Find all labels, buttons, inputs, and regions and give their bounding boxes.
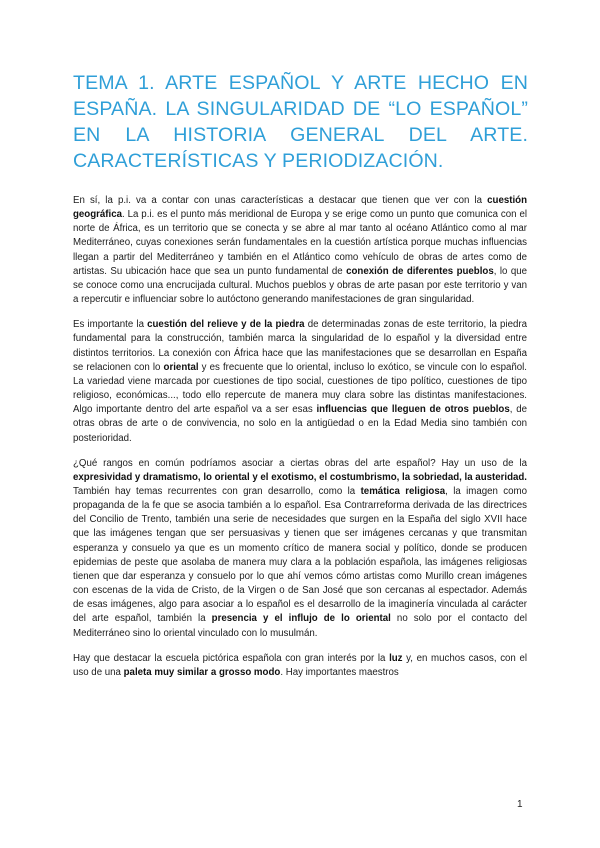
text-run: . La p.i. es el punto más meridional de Europa y se erige como un punto que comunica con el norte de África, es un territorio que se conecta y se abre al mar tanto al océano Atlántico como al mar Mediterráneo, cuyas conexiones serán fundamentales en la cuestión artística porque muchas influencias llegan a partir del Mediterráneo y también en el Atlántico como vehículo de obras de artes como de artistas. Su ubicación hace que sea un punto fundamental de — [73, 209, 527, 277]
text-run: no solo por el contacto del Mediterráneo sino lo oriental vinculado con lo musulmán. — [73, 613, 527, 639]
text-run: Hay que destacar la escuela pictórica española con gran interés por la — [73, 652, 390, 664]
text-run: Es importante la — [73, 319, 148, 331]
bold-text: cuestión del relieve y de la piedra — [147, 319, 305, 331]
bold-text: influencias que lleguen de otros pueblos — [316, 404, 510, 416]
bold-text: presencia y el influjo de lo oriental — [211, 613, 391, 625]
bold-text: luz — [389, 652, 403, 664]
text-run: , la imagen como propaganda de la fe que se asocia también a lo español. Esa Contrarreforma derivada de las directrices del Concilio de Trento, también una serie de necesidades que surgen en la España del siglo XVII hace que las imágenes tengan que ser persuasivas y tienen que ser imágenes cercanas y que transmitan esperanza y consuelo ya que es un momento crítico de manera social y político, donde se producen epidemias de peste que asolaba de manera muy clara a la población española, las imágenes religiosas tienen que dar esperanza y consuelo por lo que ahí vemos cómo artistas como Murillo crean imágenes con escenas de la vida de Cristo, de la Virgen o de San José que son cercanas al espectador. Además de esas imágenes, algo para asociar a lo español es el desarrollo de la imaginería vinculada al carácter del arte español, también la — [73, 485, 527, 625]
bold-text: paleta muy similar a grosso modo — [123, 666, 281, 678]
text-run: y, en muchos casos, con el uso de una — [73, 652, 527, 678]
document-body — [73, 194, 527, 691]
text-run: ¿Qué rangos en común podríamos asociar a ciertas obras del arte español? Hay un uso de la — [73, 457, 527, 469]
page-number: 1 — [517, 799, 523, 810]
bold-text: conexión de diferentes pueblos — [346, 265, 494, 277]
bold-text: expresividad y dramatismo, lo oriental y el exotismo, el costumbrismo, la sobriedad, la austeridad. — [73, 471, 527, 483]
paragraph — [73, 457, 527, 641]
text-run: También hay temas recurrentes con gran desarrollo, como la — [73, 485, 361, 497]
document-title: TEMA 1. ARTE ESPAÑOL Y ARTE HECHO EN ESPAÑA. LA SINGULARIDAD DE “LO ESPAÑOL” EN LA HISTORIA GENERAL DEL ARTE. CARACTERÍSTICAS Y PERIODIZACIÓN. — [73, 72, 528, 172]
text-run: En sí, la p.i. va a contar con unas características a destacar que tienen que ver con la — [73, 195, 488, 206]
paragraph — [73, 318, 527, 445]
text-run: . Hay importantes maestros — [280, 666, 399, 678]
bold-text: oriental — [163, 361, 199, 373]
paragraph — [73, 194, 527, 307]
bold-text: temática religiosa — [360, 485, 446, 497]
text-run: , de otras obras de arte o de convivencia, no solo en la antigüedad o en la Edad Media sino también con posterioridad. — [73, 404, 527, 444]
text-run: de determinadas zonas de este territorio, la piedra fundamental para la construcción, también marca la singularidad de lo español y la diversidad entre distintos territorios. La conexión con África hace que las manifestaciones que se desarrollan en España se relacionen con lo — [73, 319, 527, 373]
paragraph — [73, 652, 527, 680]
text-run: , lo que se conoce como una encrucijada cultural. Muchos pueblos y obras de arte pasan por este territorio y van a repercutir e influenciar sobre lo autóctono generando manifestaciones de gran singularidad. — [73, 265, 528, 306]
bold-text: cuestión geográfica — [73, 195, 527, 221]
text-run: y es frecuente que lo oriental, incluso lo exótico, se vincule con lo español. La variedad viene marcada por cuestiones de tipo social, cuestiones de tipo político, cuestiones de tipo religioso, económicas..., todo ello repercute de manera muy clara sobre las distintas manifestaciones. Algo importante dentro del arte español va a ser esas — [73, 361, 527, 416]
